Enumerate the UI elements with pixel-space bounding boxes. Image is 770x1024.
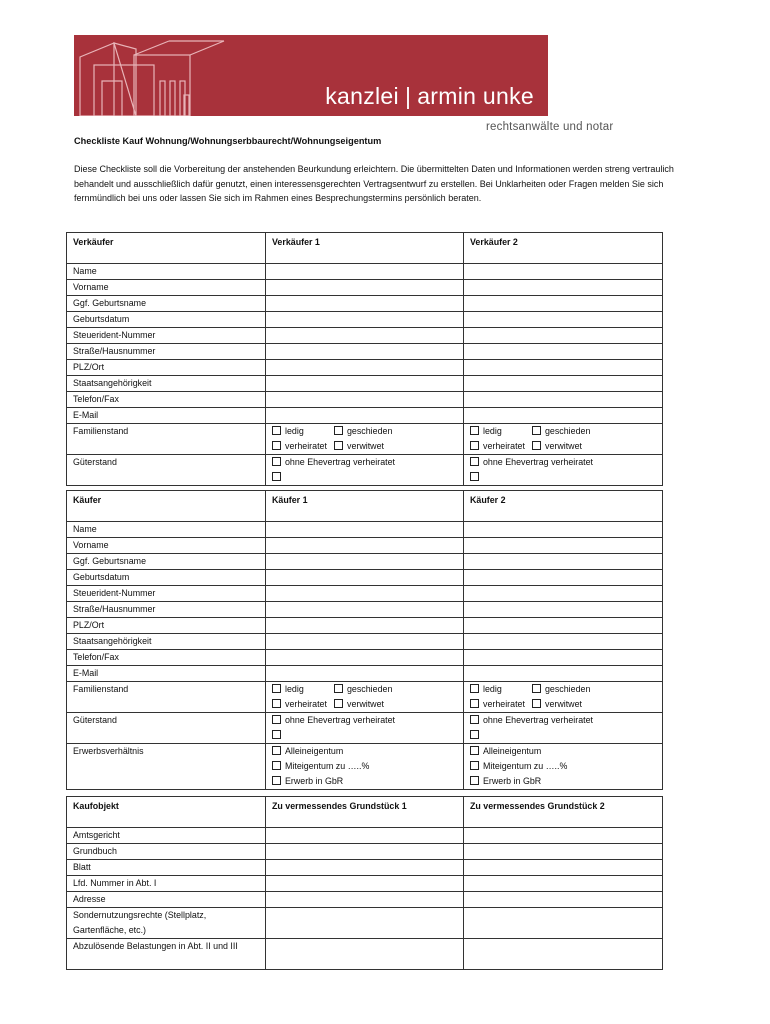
seller-1-vorname-cell[interactable] — [266, 280, 464, 296]
checkbox[interactable] — [272, 761, 281, 770]
buyer-1-email-cell[interactable] — [266, 666, 464, 682]
field-label: Vorname — [67, 538, 266, 554]
field-label: Vorname — [67, 280, 266, 296]
buyers-header: Käufer — [67, 491, 266, 522]
checkbox[interactable] — [532, 426, 541, 435]
plot-2-adresse-cell[interactable] — [464, 892, 663, 908]
buyer-2-steuerid-cell[interactable] — [464, 586, 663, 602]
buyer-1-plz-cell[interactable] — [266, 618, 464, 634]
buyer-1-geburtsname-cell[interactable] — [266, 554, 464, 570]
seller-1-name-cell[interactable] — [266, 264, 464, 280]
brand-left: kanzlei — [325, 83, 399, 109]
seller-1-strasse-cell[interactable] — [266, 344, 464, 360]
seller-2-staat-cell[interactable] — [464, 376, 663, 392]
plot-1-blatt-cell[interactable] — [266, 860, 464, 876]
field-label: Staatsangehörigkeit — [67, 634, 266, 650]
field-label: E-Mail — [67, 666, 266, 682]
checkbox[interactable] — [334, 684, 343, 693]
header-banner — [74, 35, 548, 116]
checkbox[interactable] — [470, 746, 479, 755]
plot-2-lfdnr-cell[interactable] — [464, 876, 663, 892]
field-label: Grundbuch — [67, 844, 266, 860]
field-label: Blatt — [67, 860, 266, 876]
seller-2-geburtsdatum-cell[interactable] — [464, 312, 663, 328]
field-label: Straße/Hausnummer — [67, 602, 266, 618]
checkbox[interactable] — [532, 699, 541, 708]
buyer-2-name-cell[interactable] — [464, 522, 663, 538]
field-label: PLZ/Ort — [67, 360, 266, 376]
buyer-1-vorname-cell[interactable] — [266, 538, 464, 554]
checkbox[interactable] — [334, 426, 343, 435]
buyer-1-steuerid-cell[interactable] — [266, 586, 464, 602]
seller-1-geburtsdatum-cell[interactable] — [266, 312, 464, 328]
field-label: Güterstand — [67, 713, 266, 744]
plot-1-adresse-cell[interactable] — [266, 892, 464, 908]
checkbox[interactable] — [272, 715, 281, 724]
checkbox[interactable] — [532, 441, 541, 450]
field-label: Geburtsdatum — [67, 570, 266, 586]
brand-name — [325, 83, 534, 110]
field-label: Telefon/Fax — [67, 392, 266, 408]
field-label: Straße/Hausnummer — [67, 344, 266, 360]
seller-1-email-cell[interactable] — [266, 408, 464, 424]
buyer-1-erwerb-cell: Alleineigentum Miteigentum zu …..% Erwerb in GbR — [266, 744, 464, 790]
buyer-2-email-cell[interactable] — [464, 666, 663, 682]
field-label: Erwerbsverhältnis — [67, 744, 266, 790]
buyer-2-plz-cell[interactable] — [464, 618, 663, 634]
checkbox[interactable] — [272, 776, 281, 785]
seller-2-steuerid-cell[interactable] — [464, 328, 663, 344]
buyer-1-name-cell[interactable] — [266, 522, 464, 538]
field-label: Ggf. Geburtsname — [67, 554, 266, 570]
plot-2-grundbuch-cell[interactable] — [464, 844, 663, 860]
checkbox[interactable] — [470, 472, 479, 481]
seller-1-plz-cell[interactable] — [266, 360, 464, 376]
checkbox[interactable] — [470, 761, 479, 770]
checkbox[interactable] — [470, 715, 479, 724]
seller-2-email-cell[interactable] — [464, 408, 663, 424]
seller-1-familienstand-cell: ledig geschieden verheiratet verwitwet — [266, 424, 464, 455]
buyer-2-gueterstand-cell: ohne Ehevertrag verheiratet — [464, 713, 663, 744]
property-table — [66, 796, 663, 970]
field-label: Familienstand — [67, 682, 266, 713]
seller-2-plz-cell[interactable] — [464, 360, 663, 376]
seller-2-strasse-cell[interactable] — [464, 344, 663, 360]
field-label: Telefon/Fax — [67, 650, 266, 666]
plot-1-grundbuch-cell[interactable] — [266, 844, 464, 860]
field-label: Güterstand — [67, 455, 266, 486]
plot-1-lfdnr-cell[interactable] — [266, 876, 464, 892]
seller-2-vorname-cell[interactable] — [464, 280, 663, 296]
buyer-2-vorname-cell[interactable] — [464, 538, 663, 554]
buyer-1-gueterstand-cell: ohne Ehevertrag verheiratet — [266, 713, 464, 744]
checkbox[interactable] — [272, 457, 281, 466]
seller-2-name-cell[interactable] — [464, 264, 663, 280]
field-label: Familienstand — [67, 424, 266, 455]
field-label: Staatsangehörigkeit — [67, 376, 266, 392]
checkbox[interactable] — [532, 684, 541, 693]
plot-2-belastungen-cell[interactable] — [464, 939, 663, 970]
field-label: E-Mail — [67, 408, 266, 424]
plot-1-amtsgericht-cell[interactable] — [266, 828, 464, 844]
buyer-2-geburtsname-cell[interactable] — [464, 554, 663, 570]
checkbox[interactable] — [470, 699, 479, 708]
field-label: Sondernutzungsrechte (Stellplatz, Gartenfläche, etc.) — [67, 908, 266, 939]
buyer-1-staat-cell[interactable] — [266, 634, 464, 650]
intro-text: Diese Checkliste soll die Vorbereitung der anstehenden Beurkundung erleichtern. Die übermittelten Daten und Informationen werden streng vertraulich behandelt und ausschließlich dafür genutzt, einen interessensgerechten Vertragsentwurf zu erstellen. Bei Unklarheiten oder Fragen melden Sie sich fernmündlich bei uns oder lassen Sie sich im Rahmen eines Besprechungstermins persönlich beraten. — [74, 164, 674, 203]
seller-2-telefon-cell[interactable] — [464, 392, 663, 408]
seller-1-steuerid-cell[interactable] — [266, 328, 464, 344]
buyer-1-familienstand-cell: ledig geschieden verheiratet verwitwet — [266, 682, 464, 713]
seller-1-gueterstand-cell: ohne Ehevertrag verheiratet — [266, 455, 464, 486]
page-title: Checkliste Kauf Wohnung/Wohnungserbbaurecht/Wohnungseigentum — [74, 136, 382, 146]
buyer-2-strasse-cell[interactable] — [464, 602, 663, 618]
checkbox[interactable] — [272, 730, 281, 739]
seller-1-header: Verkäufer 1 — [266, 233, 464, 264]
checkbox[interactable] — [272, 426, 281, 435]
buyer-2-geburtsdatum-cell[interactable] — [464, 570, 663, 586]
checkbox[interactable] — [272, 699, 281, 708]
seller-2-gueterstand-cell: ohne Ehevertrag verheiratet — [464, 455, 663, 486]
sellers-header: Verkäufer — [67, 233, 266, 264]
tagline: rechtsanwälte und notar — [486, 121, 614, 133]
checkbox[interactable] — [334, 699, 343, 708]
field-label: Adresse — [67, 892, 266, 908]
seller-1-telefon-cell[interactable] — [266, 392, 464, 408]
buyer-2-familienstand-cell: ledig geschieden verheiratet verwitwet — [464, 682, 663, 713]
checkbox[interactable] — [470, 441, 479, 450]
checkbox[interactable] — [470, 426, 479, 435]
plot-2-header: Zu vermessendes Grundstück 2 — [464, 797, 663, 828]
field-label: Steuerident-Nummer — [67, 328, 266, 344]
field-label: Lfd. Nummer in Abt. I — [67, 876, 266, 892]
sellers-table — [66, 232, 663, 486]
checkbox[interactable] — [470, 776, 479, 785]
property-header: Kaufobjekt — [67, 797, 266, 828]
checkbox[interactable] — [470, 730, 479, 739]
buyers-table — [66, 490, 663, 790]
seller-2-geburtsname-cell[interactable] — [464, 296, 663, 312]
buyer-2-staat-cell[interactable] — [464, 634, 663, 650]
field-label: Name — [67, 522, 266, 538]
plot-1-sondernutzung-cell[interactable] — [266, 908, 464, 939]
plot-2-sondernutzung-cell[interactable] — [464, 908, 663, 939]
plot-2-amtsgericht-cell[interactable] — [464, 828, 663, 844]
field-label: Geburtsdatum — [67, 312, 266, 328]
seller-1-staat-cell[interactable] — [266, 376, 464, 392]
checkbox[interactable] — [272, 746, 281, 755]
field-label: Ggf. Geburtsname — [67, 296, 266, 312]
field-label: PLZ/Ort — [67, 618, 266, 634]
brand-separator: | — [404, 83, 412, 109]
field-label: Steuerident-Nummer — [67, 586, 266, 602]
buyer-1-geburtsdatum-cell[interactable] — [266, 570, 464, 586]
seller-2-familienstand-cell: ledig geschieden verheiratet verwitwet — [464, 424, 663, 455]
buyer-2-telefon-cell[interactable] — [464, 650, 663, 666]
buyer-2-header: Käufer 2 — [464, 491, 663, 522]
seller-2-header: Verkäufer 2 — [464, 233, 663, 264]
checkbox[interactable] — [272, 441, 281, 450]
checkbox[interactable] — [272, 684, 281, 693]
plot-2-blatt-cell[interactable] — [464, 860, 663, 876]
brand-right: armin unke — [417, 83, 534, 109]
buyer-1-header: Käufer 1 — [266, 491, 464, 522]
field-label: Name — [67, 264, 266, 280]
checkbox[interactable] — [272, 472, 281, 481]
field-label: Amtsgericht — [67, 828, 266, 844]
buyer-1-strasse-cell[interactable] — [266, 602, 464, 618]
seller-1-geburtsname-cell[interactable] — [266, 296, 464, 312]
plot-1-header: Zu vermessendes Grundstück 1 — [266, 797, 464, 828]
checkbox[interactable] — [470, 457, 479, 466]
buyer-2-erwerb-cell: Alleineigentum Miteigentum zu …..% Erwerb in GbR — [464, 744, 663, 790]
field-label: Abzulösende Belastungen in Abt. II und III — [67, 939, 266, 970]
buyer-1-telefon-cell[interactable] — [266, 650, 464, 666]
plot-1-belastungen-cell[interactable] — [266, 939, 464, 970]
checkbox[interactable] — [334, 441, 343, 450]
checkbox[interactable] — [470, 684, 479, 693]
